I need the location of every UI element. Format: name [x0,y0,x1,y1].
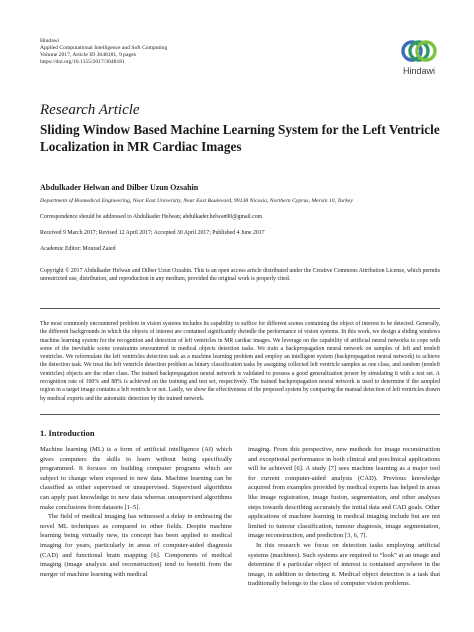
left-column [40,445,232,579]
publication-dates: Received 9 March 2017; Revised 12 April 2017; Accepted 30 April 2017; Published 4 June 2017 [40,230,265,236]
journal-info [40,38,167,66]
publisher-name: Hindawi [40,38,60,44]
paragraph: Machine learning (ML) is a form of artificial intelligence (AI) which gives computers the skills to learn without being specifically programmed. It focuses on building computer programs which are subject to change when exposed to new data. Machine learning can be classified as either supervised or unsupervised. Supervised algorithms can apply past knowledge to new data whereas unsupervised algorithms make conclusions from datasets [1–5]. [40,446,232,511]
logo-text: Hindawi [402,66,435,76]
paragraph: In this research we focus on detection tasks employing artificial systems (machines). Such systems are required to “look” at an image and determine if a particular object of interest is contained anywhere in the image, in addition to detecting it. Medical object detection is a task that traditionally belongs to the class of computer vision problems. [248,541,440,588]
copyright-notice: Copyright © 2017 Abdulkader Helwan and Dilber Uzun Ozsahin. This is an open access article distributed under the Creative Commons Attribution License, which permits unrestricted use, distribution, and reproduction in any medium, provided the original work is properly cited. [40,268,440,282]
article-title: Sliding Window Based Machine Learning System for the Left Ventricle Localization in MR Cardiac Images [40,122,440,154]
abstract: The most commonly encountered problem in vision systems includes its capability to suffice for different scenes containing the object of interest to be detected. Generally, the different backgrounds in which the objects of interest are contained significantly dwindle the performance of vision systems. In this work, we design a sliding windows machine learning system for the recognition and detection of left ventricles in MR cardiac images. We leverage on the capability of artificial neural networks to cope with some of the inevitable scene constraints encountered in medical objects detection tasks. We train a backpropagation neural network on samples of left and nonleft ventricles. We reformulate the left ventricles detection task as a machine learning problem and employ an intelligent system (backpropagation neural network) to achieve the detection task. We treat the left ventricle detection problem as binary classification tasks by assigning collected left ventricle samples as one class, and random (nonleft ventricles) objects are the other class. The trained backpropagation neural network is validated to possess a good generalization power by simulating it with a test set. A recognition rate of 100% and 88% is achieved on the training and test set, respectively. The trained backpropagation neural network is used to determine if the sampled region in a target image contains a left ventricle or not. Lastly, we show the effectiveness of the proposed system by comparing the manual detection of left ventricles drawn by medical experts and the automatic detection by the trained network. [40,321,440,402]
doi-link[interactable]: https://doi.org/10.1155/2017/3048181 [40,59,125,65]
authors: Abdulkader Helwan and Dilber Uzun Ozsahin [40,183,199,192]
abstract-top-rule [40,308,440,309]
affiliation: Department of Biomedical Engineering, Near East University, Near East Boulevard, 99138 Nicosia, Northern Cyprus, Mersin 10, Turkey [40,198,353,204]
paragraph: The field of medical imaging has witnessed a delay in embracing the novel ML techniques as compared to other fields. Despite machine learning being virtually new, its concept has been applied to medical imaging for years, particularly in areas of computer-aided diagnosis (CAD) and functional brain mapping [6]. Components of medical imaging (image analysis and reconstruction) tend to benefit from the merger of machine learning with medical [40,513,232,578]
journal-name: Applied Computational Intelligence and Soft Computing [40,45,168,51]
right-column [248,445,440,589]
academic-editor: Academic Editor: Mourad Zaied [40,246,116,252]
abstract-bottom-rule [40,414,440,415]
correspondence: Correspondence should be addressed to Abdulkader Helwan; abdulkader.helwan90@gmail.com [40,214,263,220]
article-type: Research Article [40,102,140,118]
hindawi-rings-icon [399,37,439,65]
hindawi-logo [396,37,442,76]
volume-line: Volume 2017, Article ID 3048181, 9 pages [40,52,136,58]
section-heading: 1. Introduction [40,428,95,438]
paragraph: imaging. From this perspective, new methods for image reconstruction and exceptional performance in both clinical and preclinical applications will be achieved [6]. A study [7] sees machine learning as a major tool for current computer-aided analysis (CAD). Previous knowledge acquired from examples provided by medical experts has helped in areas like image registration, image fusion, segmentation, and other analyses steps towards describing accurately the initial data and CAD goals. Other applications of machine learning in medical imaging include but are not limited to tumour classification, tumour diagnosis, image segmentation, image reconstruction, and prediction [3, 6, 7]. [248,446,440,540]
